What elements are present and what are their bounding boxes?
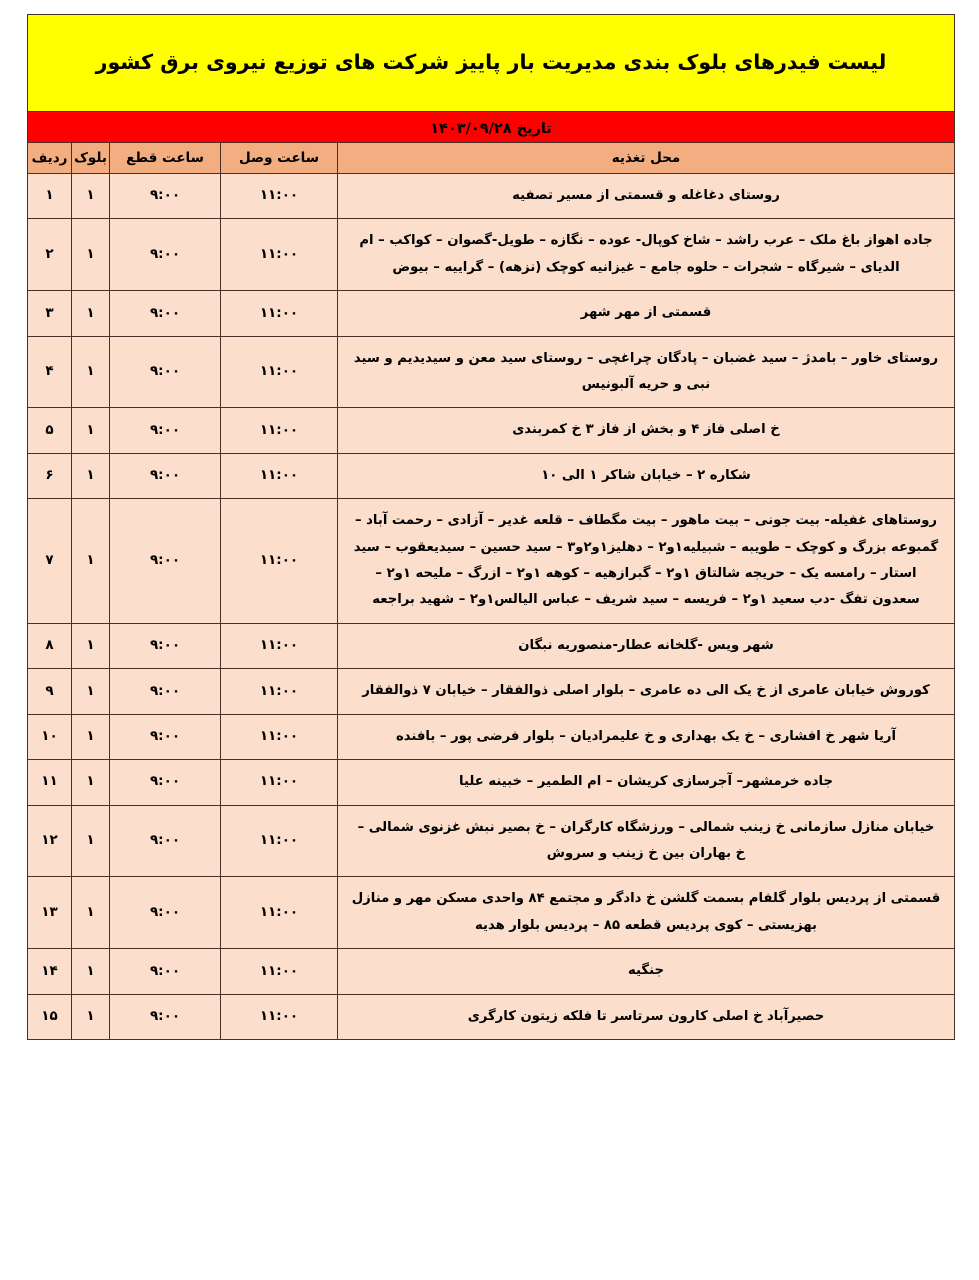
table-row bbox=[27, 623, 954, 668]
cell-cut-time: ۹:۰۰ bbox=[110, 949, 221, 994]
cell-cut-time: ۹:۰۰ bbox=[110, 994, 221, 1039]
cell-cut-time: ۹:۰۰ bbox=[110, 714, 221, 759]
table-row bbox=[27, 994, 954, 1039]
cell-block: ۱ bbox=[72, 994, 110, 1039]
cell-reconnect-time: ۱۱:۰۰ bbox=[221, 219, 338, 291]
cell-block: ۱ bbox=[72, 499, 110, 624]
cell-location: کوروش خیابان عامری از خ یک الی ده عامری – بلوار اصلی ذوالفقار – خیابان ۷ ذوالفقار bbox=[338, 669, 955, 714]
cell-block: ۱ bbox=[72, 291, 110, 336]
cell-row-number: ۳ bbox=[27, 291, 71, 336]
cell-cut-time: ۹:۰۰ bbox=[110, 623, 221, 668]
cell-row-number: ۱۱ bbox=[27, 760, 71, 805]
table-row bbox=[27, 453, 954, 498]
cell-row-number: ۱۵ bbox=[27, 994, 71, 1039]
cell-block: ۱ bbox=[72, 949, 110, 994]
cell-reconnect-time: ۱۱:۰۰ bbox=[221, 499, 338, 624]
cell-block: ۱ bbox=[72, 174, 110, 219]
column-header-reconnect-time: ساعت وصل bbox=[221, 143, 338, 174]
cell-cut-time: ۹:۰۰ bbox=[110, 453, 221, 498]
column-header-location: محل تغذیه bbox=[338, 143, 955, 174]
page-title: لیست فیدرهای بلوک بندی مدیریت بار پاییز شرکت های توزیع نیروی برق کشور bbox=[95, 50, 887, 75]
cell-location: خیابان منازل سازمانی خ زینب شمالی – ورزشگاه کارگران – خ بصیر نبش غزنوی شمالی – خ بهاران بین خ زینب و سروش bbox=[338, 805, 955, 877]
cell-reconnect-time: ۱۱:۰۰ bbox=[221, 760, 338, 805]
cell-reconnect-time: ۱۱:۰۰ bbox=[221, 336, 338, 408]
cell-block: ۱ bbox=[72, 623, 110, 668]
cell-reconnect-time: ۱۱:۰۰ bbox=[221, 877, 338, 949]
cell-location: آریا شهر خ افشاری – خ یک بهداری و خ علیمرادیان – بلوار فرضی پور – بافنده bbox=[338, 714, 955, 759]
cell-location: جاده اهواز باغ ملک – عرب راشد – شاخ کوپال- عوده – نگازه – طویل-گصوان – کواکب – ام الدیای – شیرگاه – شجرات – حلوه جامع – غیزانیه کوچک (نزهه) – گراییه – بیوض bbox=[338, 219, 955, 291]
cell-block: ۱ bbox=[72, 336, 110, 408]
cell-cut-time: ۹:۰۰ bbox=[110, 219, 221, 291]
cell-block: ۱ bbox=[72, 219, 110, 291]
table-row bbox=[27, 291, 954, 336]
cell-location: جاده خرمشهر– آجرسازی کریشان – ام الطمیر – خبینه علیا bbox=[338, 760, 955, 805]
cell-block: ۱ bbox=[72, 760, 110, 805]
cell-block: ۱ bbox=[72, 408, 110, 453]
cell-location: خ اصلی فاز ۴ و بخش از فاز ۳ خ کمربندی bbox=[338, 408, 955, 453]
cell-cut-time: ۹:۰۰ bbox=[110, 760, 221, 805]
column-header-block: بلوک bbox=[72, 143, 110, 174]
cell-cut-time: ۹:۰۰ bbox=[110, 499, 221, 624]
cell-reconnect-time: ۱۱:۰۰ bbox=[221, 949, 338, 994]
cell-reconnect-time: ۱۱:۰۰ bbox=[221, 994, 338, 1039]
document-title-cell bbox=[27, 15, 954, 112]
cell-row-number: ۱۲ bbox=[27, 805, 71, 877]
cell-reconnect-time: ۱۱:۰۰ bbox=[221, 623, 338, 668]
cell-row-number: ۷ bbox=[27, 499, 71, 624]
cell-cut-time: ۹:۰۰ bbox=[110, 805, 221, 877]
cell-row-number: ۸ bbox=[27, 623, 71, 668]
table-data-rows bbox=[27, 174, 954, 1040]
cell-row-number: ۱۰ bbox=[27, 714, 71, 759]
cell-location: قسمتی از پردیس بلوار گلفام بسمت گلشن خ دادگر و مجتمع ۸۴ واحدی مسکن مهر و منازل بهزیستی – کوی پردیس قطعه ۸۵ – پردیس بلوار هدیه bbox=[338, 877, 955, 949]
cell-block: ۱ bbox=[72, 669, 110, 714]
cell-cut-time: ۹:۰۰ bbox=[110, 174, 221, 219]
cell-row-number: ۱۳ bbox=[27, 877, 71, 949]
document-date: تاریخ ۱۴۰۳/۰۹/۲۸ bbox=[430, 120, 552, 137]
column-header-cut-time: ساعت قطع bbox=[110, 143, 221, 174]
table-row bbox=[27, 669, 954, 714]
cell-block: ۱ bbox=[72, 714, 110, 759]
cell-location: روستای خاور – بامدژ – سید غضبان – پادگان چراغچی – روستای سید معن و سیدیدیم و سید نبی و حریه آلبونیس bbox=[338, 336, 955, 408]
table-row bbox=[27, 805, 954, 877]
outage-schedule-table bbox=[27, 14, 955, 1040]
cell-cut-time: ۹:۰۰ bbox=[110, 291, 221, 336]
cell-location: حصیرآباد خ اصلی کارون سرتاسر تا فلکه زیتون کارگری bbox=[338, 994, 955, 1039]
cell-row-number: ۱۴ bbox=[27, 949, 71, 994]
column-header-row-number: ردیف bbox=[27, 143, 71, 174]
cell-row-number: ۵ bbox=[27, 408, 71, 453]
cell-cut-time: ۹:۰۰ bbox=[110, 669, 221, 714]
table-body bbox=[27, 15, 954, 174]
document-date-cell bbox=[27, 112, 954, 143]
column-header-row bbox=[27, 143, 954, 174]
cell-row-number: ۴ bbox=[27, 336, 71, 408]
table-row bbox=[27, 174, 954, 219]
cell-reconnect-time: ۱۱:۰۰ bbox=[221, 291, 338, 336]
cell-location: روستاهای غفیله- بیت جونی – بیت ماهور – بیت مگطاف – قلعه غدیر – آزادی – رحمت آباد – گمبوعه بزرگ و کوچک – طویبه – شبیلیه۱و۲ – دهلیز۱و۲و۳ – سید حسین – سیدیعقوب – سید استار – رامسه یک – حریجه شالتاق ۱و۲ – گبرازهیه – کوهه ۱و۲ – ازرگ – ملیحه ۱و۲ – سعدون تفگ -دب سعید ۱و۲ – فریسه – سید شریف – عباس الیالس۱و۲ – شهید براجعه bbox=[338, 499, 955, 624]
cell-row-number: ۱ bbox=[27, 174, 71, 219]
cell-location: شکاره ۲ – خیابان شاکر ۱ الی ۱۰ bbox=[338, 453, 955, 498]
cell-cut-time: ۹:۰۰ bbox=[110, 877, 221, 949]
table-row bbox=[27, 336, 954, 408]
title-banner-row bbox=[27, 15, 954, 112]
cell-cut-time: ۹:۰۰ bbox=[110, 408, 221, 453]
cell-reconnect-time: ۱۱:۰۰ bbox=[221, 805, 338, 877]
table-row bbox=[27, 714, 954, 759]
cell-reconnect-time: ۱۱:۰۰ bbox=[221, 714, 338, 759]
cell-block: ۱ bbox=[72, 453, 110, 498]
date-banner-row bbox=[27, 112, 954, 143]
cell-reconnect-time: ۱۱:۰۰ bbox=[221, 453, 338, 498]
table-row bbox=[27, 408, 954, 453]
cell-location: شهر ویس -گلخانه عطار-منصوریه نبگان bbox=[338, 623, 955, 668]
table-row bbox=[27, 499, 954, 624]
cell-cut-time: ۹:۰۰ bbox=[110, 336, 221, 408]
cell-block: ۱ bbox=[72, 805, 110, 877]
cell-row-number: ۲ bbox=[27, 219, 71, 291]
cell-location: روستای دغاغله و قسمتی از مسیر تصفیه bbox=[338, 174, 955, 219]
cell-reconnect-time: ۱۱:۰۰ bbox=[221, 408, 338, 453]
cell-block: ۱ bbox=[72, 877, 110, 949]
cell-row-number: ۶ bbox=[27, 453, 71, 498]
cell-location: جنگیه bbox=[338, 949, 955, 994]
cell-reconnect-time: ۱۱:۰۰ bbox=[221, 174, 338, 219]
cell-row-number: ۹ bbox=[27, 669, 71, 714]
cell-reconnect-time: ۱۱:۰۰ bbox=[221, 669, 338, 714]
cell-location: قسمتی از مهر شهر bbox=[338, 291, 955, 336]
table-row bbox=[27, 877, 954, 949]
table-row bbox=[27, 760, 954, 805]
table-row bbox=[27, 219, 954, 291]
table-row bbox=[27, 949, 954, 994]
